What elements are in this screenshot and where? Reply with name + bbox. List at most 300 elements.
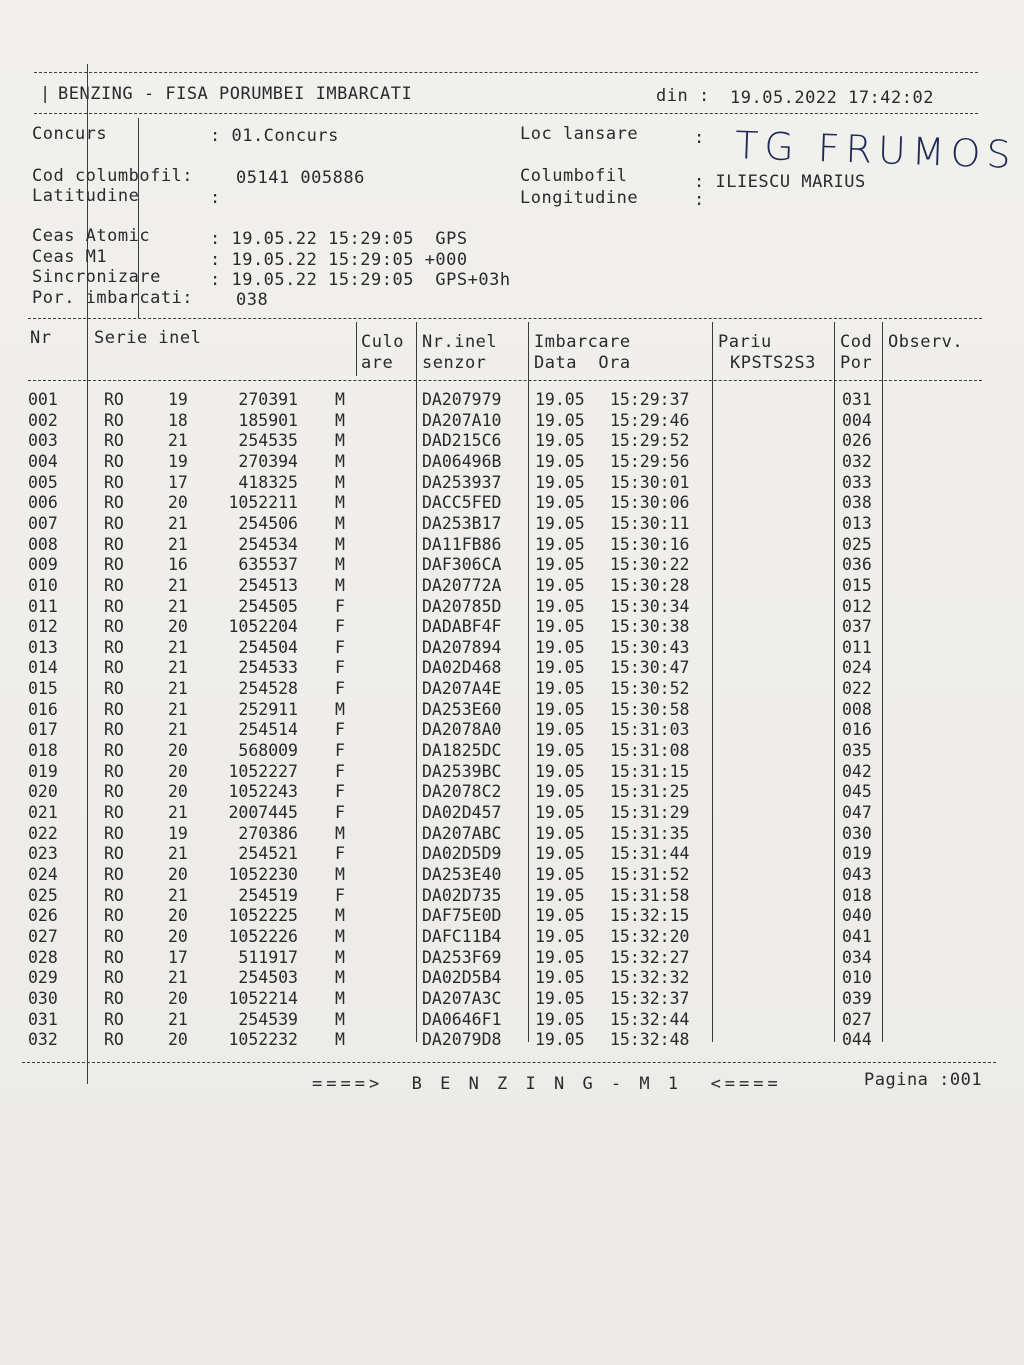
- table-top-border: [28, 318, 982, 319]
- col-header-culoare-1: Culo: [361, 332, 404, 352]
- sensor-ring: DA02D468: [422, 658, 502, 678]
- latitudine-value: :: [210, 188, 221, 208]
- boarding-date: 19.05: [535, 844, 585, 864]
- row-number: 029: [28, 968, 58, 988]
- ring-number: 511917: [238, 947, 298, 967]
- sensor-ring: DA207A4E: [422, 679, 502, 699]
- row-number: 015: [28, 679, 58, 699]
- concurs-label: Concurs: [32, 124, 108, 144]
- boarding-time: 15:29:52: [610, 431, 690, 451]
- sensor-ring: DACC5FED: [422, 493, 502, 513]
- table-row: [0, 658, 1024, 678]
- ring-series: RO: [104, 451, 124, 471]
- boarding-date: 19.05: [535, 741, 585, 761]
- table-row: [0, 576, 1024, 596]
- boarding-time: 15:29:37: [610, 390, 690, 409]
- pigeon-sex: M: [335, 472, 345, 492]
- table-head-border: [28, 380, 982, 381]
- row-number: 004: [28, 451, 58, 471]
- ring-number: 254503: [238, 968, 298, 988]
- table-row: [0, 679, 1024, 699]
- ring-series: RO: [104, 720, 124, 740]
- table-row: [0, 452, 1024, 472]
- sensor-ring: DAF306CA: [422, 555, 502, 575]
- boarding-date: 19.05: [535, 988, 585, 1008]
- ring-series: RO: [104, 658, 124, 678]
- boarding-time: 15:31:29: [610, 803, 690, 822]
- boarding-date: 19.05: [535, 1009, 585, 1029]
- ring-series: RO: [104, 864, 124, 884]
- pigeon-sex: M: [335, 1009, 345, 1029]
- ring-series: RO: [104, 844, 124, 864]
- print-date: 19.05.2022 17:42:02: [730, 88, 934, 108]
- ring-year: 20: [168, 782, 188, 802]
- boarding-time: 15:32:15: [610, 906, 690, 926]
- ring-number: 2007445: [228, 803, 298, 822]
- sensor-ring: DA11FB86: [422, 534, 502, 554]
- pigeon-code: 015: [842, 575, 872, 595]
- ring-year: 19: [168, 451, 188, 471]
- boarding-time: 15:31:25: [610, 782, 690, 802]
- pigeon-sex: M: [335, 451, 345, 471]
- por-label: Por. imbarcati:: [32, 288, 194, 308]
- col-header-culoare-2: are: [361, 353, 394, 373]
- ring-series: RO: [104, 534, 124, 554]
- boarding-date: 19.05: [535, 947, 585, 967]
- ring-number: 254514: [238, 720, 298, 740]
- boarding-date: 19.05: [535, 431, 585, 451]
- sensor-ring: DAD215C6: [422, 431, 502, 451]
- ring-number: 1052225: [228, 906, 298, 926]
- pigeon-sex: F: [335, 844, 345, 864]
- pigeon-sex: M: [335, 555, 345, 575]
- boarding-date: 19.05: [535, 926, 585, 946]
- boarding-date: 19.05: [535, 906, 585, 926]
- pigeon-code: 043: [842, 864, 872, 884]
- pigeon-sex: M: [335, 493, 345, 513]
- pigeon-code: 041: [842, 926, 872, 946]
- sensor-ring: DA02D5B4: [422, 968, 502, 988]
- pigeon-code: 030: [842, 823, 872, 843]
- boarding-date: 19.05: [535, 410, 585, 430]
- boarding-time: 15:30:52: [610, 679, 690, 699]
- ring-series: RO: [104, 947, 124, 967]
- pigeon-sex: F: [335, 782, 345, 802]
- col-header-cod-1: Cod: [840, 332, 873, 352]
- table-row: [0, 741, 1024, 761]
- ring-year: 20: [168, 988, 188, 1008]
- ring-series: RO: [104, 1030, 124, 1050]
- col-rule-culoare: [356, 322, 357, 376]
- sincronizare-value: : 19.05.22 15:29:05 GPS+03h: [210, 270, 511, 290]
- boarding-date: 19.05: [535, 864, 585, 884]
- page-number: Pagina :001: [864, 1070, 983, 1090]
- table-row: [0, 762, 1024, 782]
- row-number: 003: [28, 431, 58, 451]
- boarding-time: 15:30:38: [610, 617, 690, 637]
- table-row: [0, 493, 1024, 513]
- table-row: [0, 473, 1024, 493]
- ring-year: 17: [168, 472, 188, 492]
- ring-year: 20: [168, 1030, 188, 1050]
- pigeon-sex: F: [335, 617, 345, 637]
- table-row: [0, 514, 1024, 534]
- footer-device: ====> B E N Z I N G - M 1 <====: [312, 1074, 782, 1094]
- pigeon-code: 040: [842, 906, 872, 926]
- row-number: 030: [28, 988, 58, 1008]
- ring-number: 254521: [238, 844, 298, 864]
- ring-year: 20: [168, 617, 188, 637]
- col-header-nr: Nr: [30, 328, 52, 348]
- boarding-date: 19.05: [535, 823, 585, 843]
- pigeon-sex: M: [335, 390, 345, 409]
- ring-number: 254513: [238, 575, 298, 595]
- boarding-time: 15:30:28: [610, 575, 690, 595]
- col-header-cod-2: Por: [840, 353, 873, 373]
- date-label: din :: [656, 86, 710, 106]
- ring-number: 254535: [238, 431, 298, 451]
- pigeon-code: 027: [842, 1009, 872, 1029]
- pigeon-code: 018: [842, 885, 872, 905]
- ring-year: 21: [168, 596, 188, 616]
- pigeon-code: 004: [842, 410, 872, 430]
- boarding-date: 19.05: [535, 472, 585, 492]
- ring-number: 1052211: [228, 493, 298, 513]
- table-row: [0, 865, 1024, 885]
- ring-series: RO: [104, 699, 124, 719]
- boarding-date: 19.05: [535, 720, 585, 740]
- ring-year: 20: [168, 864, 188, 884]
- pigeon-code: 038: [842, 493, 872, 513]
- row-number: 028: [28, 947, 58, 967]
- ring-number: 254504: [238, 637, 298, 657]
- boarding-date: 19.05: [535, 493, 585, 513]
- pigeon-sex: M: [335, 968, 345, 988]
- col-header-senzor-1: Nr.inel: [422, 332, 498, 352]
- boarding-time: 15:32:48: [610, 1030, 690, 1050]
- boarding-date: 19.05: [535, 699, 585, 719]
- ring-number: 1052232: [228, 1030, 298, 1050]
- loc-lansare-handwritten: TG FRUMOS: [734, 123, 1018, 177]
- boarding-time: 15:31:52: [610, 864, 690, 884]
- ring-year: 21: [168, 575, 188, 595]
- col-header-serie-inel: Serie inel: [94, 328, 202, 348]
- ring-year: 21: [168, 679, 188, 699]
- row-number: 023: [28, 844, 58, 864]
- sensor-ring: DA207A3C: [422, 988, 502, 1008]
- boarding-time: 15:30:22: [610, 555, 690, 575]
- ring-year: 16: [168, 555, 188, 575]
- pigeon-code: 008: [842, 699, 872, 719]
- pigeon-code: 025: [842, 534, 872, 554]
- boarding-date: 19.05: [535, 451, 585, 471]
- boarding-time: 15:30:16: [610, 534, 690, 554]
- pigeon-sex: F: [335, 658, 345, 678]
- pigeon-sex: M: [335, 947, 345, 967]
- boarding-date: 19.05: [535, 679, 585, 699]
- table-row: [0, 927, 1024, 947]
- sensor-ring: DA02D5D9: [422, 844, 502, 864]
- ring-number: 270391: [238, 390, 298, 409]
- table-bottom-border: [22, 1062, 996, 1063]
- pigeon-code: 035: [842, 741, 872, 761]
- ring-series: RO: [104, 617, 124, 637]
- row-number: 026: [28, 906, 58, 926]
- row-number: 011: [28, 596, 58, 616]
- ring-year: 21: [168, 699, 188, 719]
- row-number: 016: [28, 699, 58, 719]
- pigeon-sex: F: [335, 803, 345, 822]
- pigeon-code: 013: [842, 513, 872, 533]
- ring-year: 19: [168, 390, 188, 409]
- row-number: 005: [28, 472, 58, 492]
- pigeon-code: 045: [842, 782, 872, 802]
- row-number: 025: [28, 885, 58, 905]
- pigeon-sex: M: [335, 906, 345, 926]
- por-value: 038: [236, 290, 269, 310]
- pigeon-code: 036: [842, 555, 872, 575]
- ring-number: 1052226: [228, 926, 298, 946]
- boarding-date: 19.05: [535, 885, 585, 905]
- boarding-date: 19.05: [535, 782, 585, 802]
- table-row: [0, 948, 1024, 968]
- boarding-date: 19.05: [535, 761, 585, 781]
- sensor-ring: DA20772A: [422, 575, 502, 595]
- row-number: 008: [28, 534, 58, 554]
- ceas-atomic-value: : 19.05.22 15:29:05 GPS: [210, 229, 468, 249]
- pigeon-sex: F: [335, 761, 345, 781]
- row-number: 032: [28, 1030, 58, 1050]
- sensor-ring: DA253937: [422, 472, 502, 492]
- row-number: 013: [28, 637, 58, 657]
- ring-number: 254519: [238, 885, 298, 905]
- pigeon-sex: F: [335, 885, 345, 905]
- ring-series: RO: [104, 555, 124, 575]
- sensor-ring: DA253E40: [422, 864, 502, 884]
- ring-year: 20: [168, 906, 188, 926]
- boarding-date: 19.05: [535, 390, 585, 409]
- row-number: 031: [28, 1009, 58, 1029]
- sensor-ring: DA2078C2: [422, 782, 502, 802]
- ring-series: RO: [104, 885, 124, 905]
- ring-year: 21: [168, 637, 188, 657]
- pigeon-code: 037: [842, 617, 872, 637]
- ring-number: 254506: [238, 513, 298, 533]
- row-number: 006: [28, 493, 58, 513]
- pigeon-sex: M: [335, 513, 345, 533]
- row-number: 019: [28, 761, 58, 781]
- ring-number: 254539: [238, 1009, 298, 1029]
- sensor-ring: DA207979: [422, 390, 502, 409]
- ring-number: 1052230: [228, 864, 298, 884]
- row-number: 007: [28, 513, 58, 533]
- boarding-time: 15:30:58: [610, 699, 690, 719]
- sensor-ring: DADABF4F: [422, 617, 502, 637]
- ring-number: 1052214: [228, 988, 298, 1008]
- pigeon-code: 022: [842, 679, 872, 699]
- sensor-ring: DA0646F1: [422, 1009, 502, 1029]
- ring-series: RO: [104, 823, 124, 843]
- left-pipe: |: [40, 84, 51, 104]
- sensor-ring: DA2078A0: [422, 720, 502, 740]
- boarding-time: 15:32:44: [610, 1009, 690, 1029]
- ring-series: RO: [104, 637, 124, 657]
- col-header-pariu-1: Pariu: [718, 332, 772, 352]
- ring-year: 18: [168, 410, 188, 430]
- boarding-time: 15:30:06: [610, 493, 690, 513]
- longitudine-label: Longitudine: [520, 188, 639, 208]
- table-row: [0, 638, 1024, 658]
- col-header-pariu-2: KPSTS2S3: [730, 353, 816, 373]
- row-number: 012: [28, 617, 58, 637]
- boarding-date: 19.05: [535, 968, 585, 988]
- table-row: [0, 720, 1024, 740]
- boarding-time: 15:32:20: [610, 926, 690, 946]
- ring-year: 21: [168, 844, 188, 864]
- ring-year: 20: [168, 926, 188, 946]
- row-number: 027: [28, 926, 58, 946]
- ring-series: RO: [104, 926, 124, 946]
- ceas-m1-label: Ceas M1: [32, 247, 108, 267]
- sincronizare-label: Sincronizare: [32, 267, 161, 287]
- sensor-ring: DA207A10: [422, 410, 502, 430]
- ring-series: RO: [104, 679, 124, 699]
- pigeon-sex: M: [335, 431, 345, 451]
- ring-series: RO: [104, 761, 124, 781]
- table-row: [0, 390, 1024, 410]
- boarding-time: 15:31:35: [610, 823, 690, 843]
- ring-year: 19: [168, 823, 188, 843]
- pigeon-sex: M: [335, 410, 345, 430]
- pigeon-sex: M: [335, 575, 345, 595]
- row-number: 018: [28, 741, 58, 761]
- pigeon-sex: M: [335, 926, 345, 946]
- boarding-time: 15:30:01: [610, 472, 690, 492]
- ring-year: 21: [168, 431, 188, 451]
- table-row: [0, 700, 1024, 720]
- columbofil-label: Columbofil: [520, 166, 628, 186]
- page-title: BENZING - FISA PORUMBEI IMBARCATI: [58, 84, 413, 104]
- pigeon-code: 033: [842, 472, 872, 492]
- sensor-ring: DA1825DC: [422, 741, 502, 761]
- sensor-ring: DA253E60: [422, 699, 502, 719]
- ring-year: 17: [168, 947, 188, 967]
- table-row: [0, 803, 1024, 823]
- row-number: 001: [28, 390, 58, 409]
- sensor-ring: DA207ABC: [422, 823, 502, 843]
- row-number: 024: [28, 864, 58, 884]
- table-row: [0, 535, 1024, 555]
- pigeon-code: 024: [842, 658, 872, 678]
- latitudine-label: Latitudine: [32, 186, 140, 206]
- ring-series: RO: [104, 741, 124, 761]
- table-row: [0, 782, 1024, 802]
- boarding-date: 19.05: [535, 1030, 585, 1050]
- pigeon-code: 011: [842, 637, 872, 657]
- boarding-date: 19.05: [535, 637, 585, 657]
- table-row: [0, 1010, 1024, 1030]
- sensor-ring: DAFC11B4: [422, 926, 502, 946]
- row-number: 014: [28, 658, 58, 678]
- table-row: [0, 1030, 1024, 1050]
- concurs-value: : 01.Concurs: [210, 126, 339, 146]
- boarding-time: 15:32:37: [610, 988, 690, 1008]
- boarding-time: 15:31:44: [610, 844, 690, 864]
- boarding-time: 15:29:56: [610, 451, 690, 471]
- sensor-ring: DA253B17: [422, 513, 502, 533]
- pigeon-sex: F: [335, 741, 345, 761]
- ring-series: RO: [104, 1009, 124, 1029]
- ring-series: RO: [104, 596, 124, 616]
- boarding-date: 19.05: [535, 534, 585, 554]
- boarding-date: 19.05: [535, 513, 585, 533]
- col-header-imbarcare-1: Imbarcare: [534, 332, 631, 352]
- ring-year: 21: [168, 658, 188, 678]
- pigeon-sex: M: [335, 1030, 345, 1050]
- row-number: 009: [28, 555, 58, 575]
- pigeon-sex: M: [335, 988, 345, 1008]
- sensor-ring: DA207894: [422, 637, 502, 657]
- ring-series: RO: [104, 782, 124, 802]
- header-border: [34, 113, 978, 114]
- pigeon-sex: M: [335, 699, 345, 719]
- table-row: [0, 411, 1024, 431]
- row-number: 022: [28, 823, 58, 843]
- pigeon-code: 047: [842, 803, 872, 822]
- ring-year: 21: [168, 534, 188, 554]
- ring-series: RO: [104, 968, 124, 988]
- table-row: [0, 824, 1024, 844]
- pigeon-code: 031: [842, 390, 872, 409]
- pigeon-code: 042: [842, 761, 872, 781]
- table-row: [0, 989, 1024, 1009]
- col-header-senzor-2: senzor: [422, 353, 487, 373]
- loc-lansare-colon: :: [694, 128, 705, 148]
- boarding-date: 19.05: [535, 617, 585, 637]
- boarding-time: 15:31:08: [610, 741, 690, 761]
- pigeon-code: 039: [842, 988, 872, 1008]
- boarding-time: 15:32:32: [610, 968, 690, 988]
- ring-number: 254505: [238, 596, 298, 616]
- ring-year: 21: [168, 968, 188, 988]
- table-row: [0, 844, 1024, 864]
- row-number: 017: [28, 720, 58, 740]
- table-row: [0, 886, 1024, 906]
- ring-year: 20: [168, 741, 188, 761]
- sensor-ring: DA2079D8: [422, 1030, 502, 1050]
- ring-year: 20: [168, 493, 188, 513]
- pigeon-sex: F: [335, 637, 345, 657]
- boarding-time: 15:30:11: [610, 513, 690, 533]
- pigeon-code: 044: [842, 1030, 872, 1050]
- columbofil-value: : ILIESCU MARIUS: [694, 172, 866, 192]
- table-row: [0, 597, 1024, 617]
- pigeon-code: 019: [842, 844, 872, 864]
- sensor-ring: DA02D457: [422, 803, 502, 822]
- cod-value: 05141 005886: [236, 168, 365, 188]
- boarding-date: 19.05: [535, 575, 585, 595]
- row-number: 020: [28, 782, 58, 802]
- ring-number: 568009: [238, 741, 298, 761]
- boarding-date: 19.05: [535, 596, 585, 616]
- ring-series: RO: [104, 988, 124, 1008]
- ring-year: 21: [168, 885, 188, 905]
- pigeon-sex: M: [335, 534, 345, 554]
- col-header-observ: Observ.: [888, 332, 964, 352]
- top-border: [34, 72, 978, 73]
- ring-number: 254528: [238, 679, 298, 699]
- ring-series: RO: [104, 803, 124, 822]
